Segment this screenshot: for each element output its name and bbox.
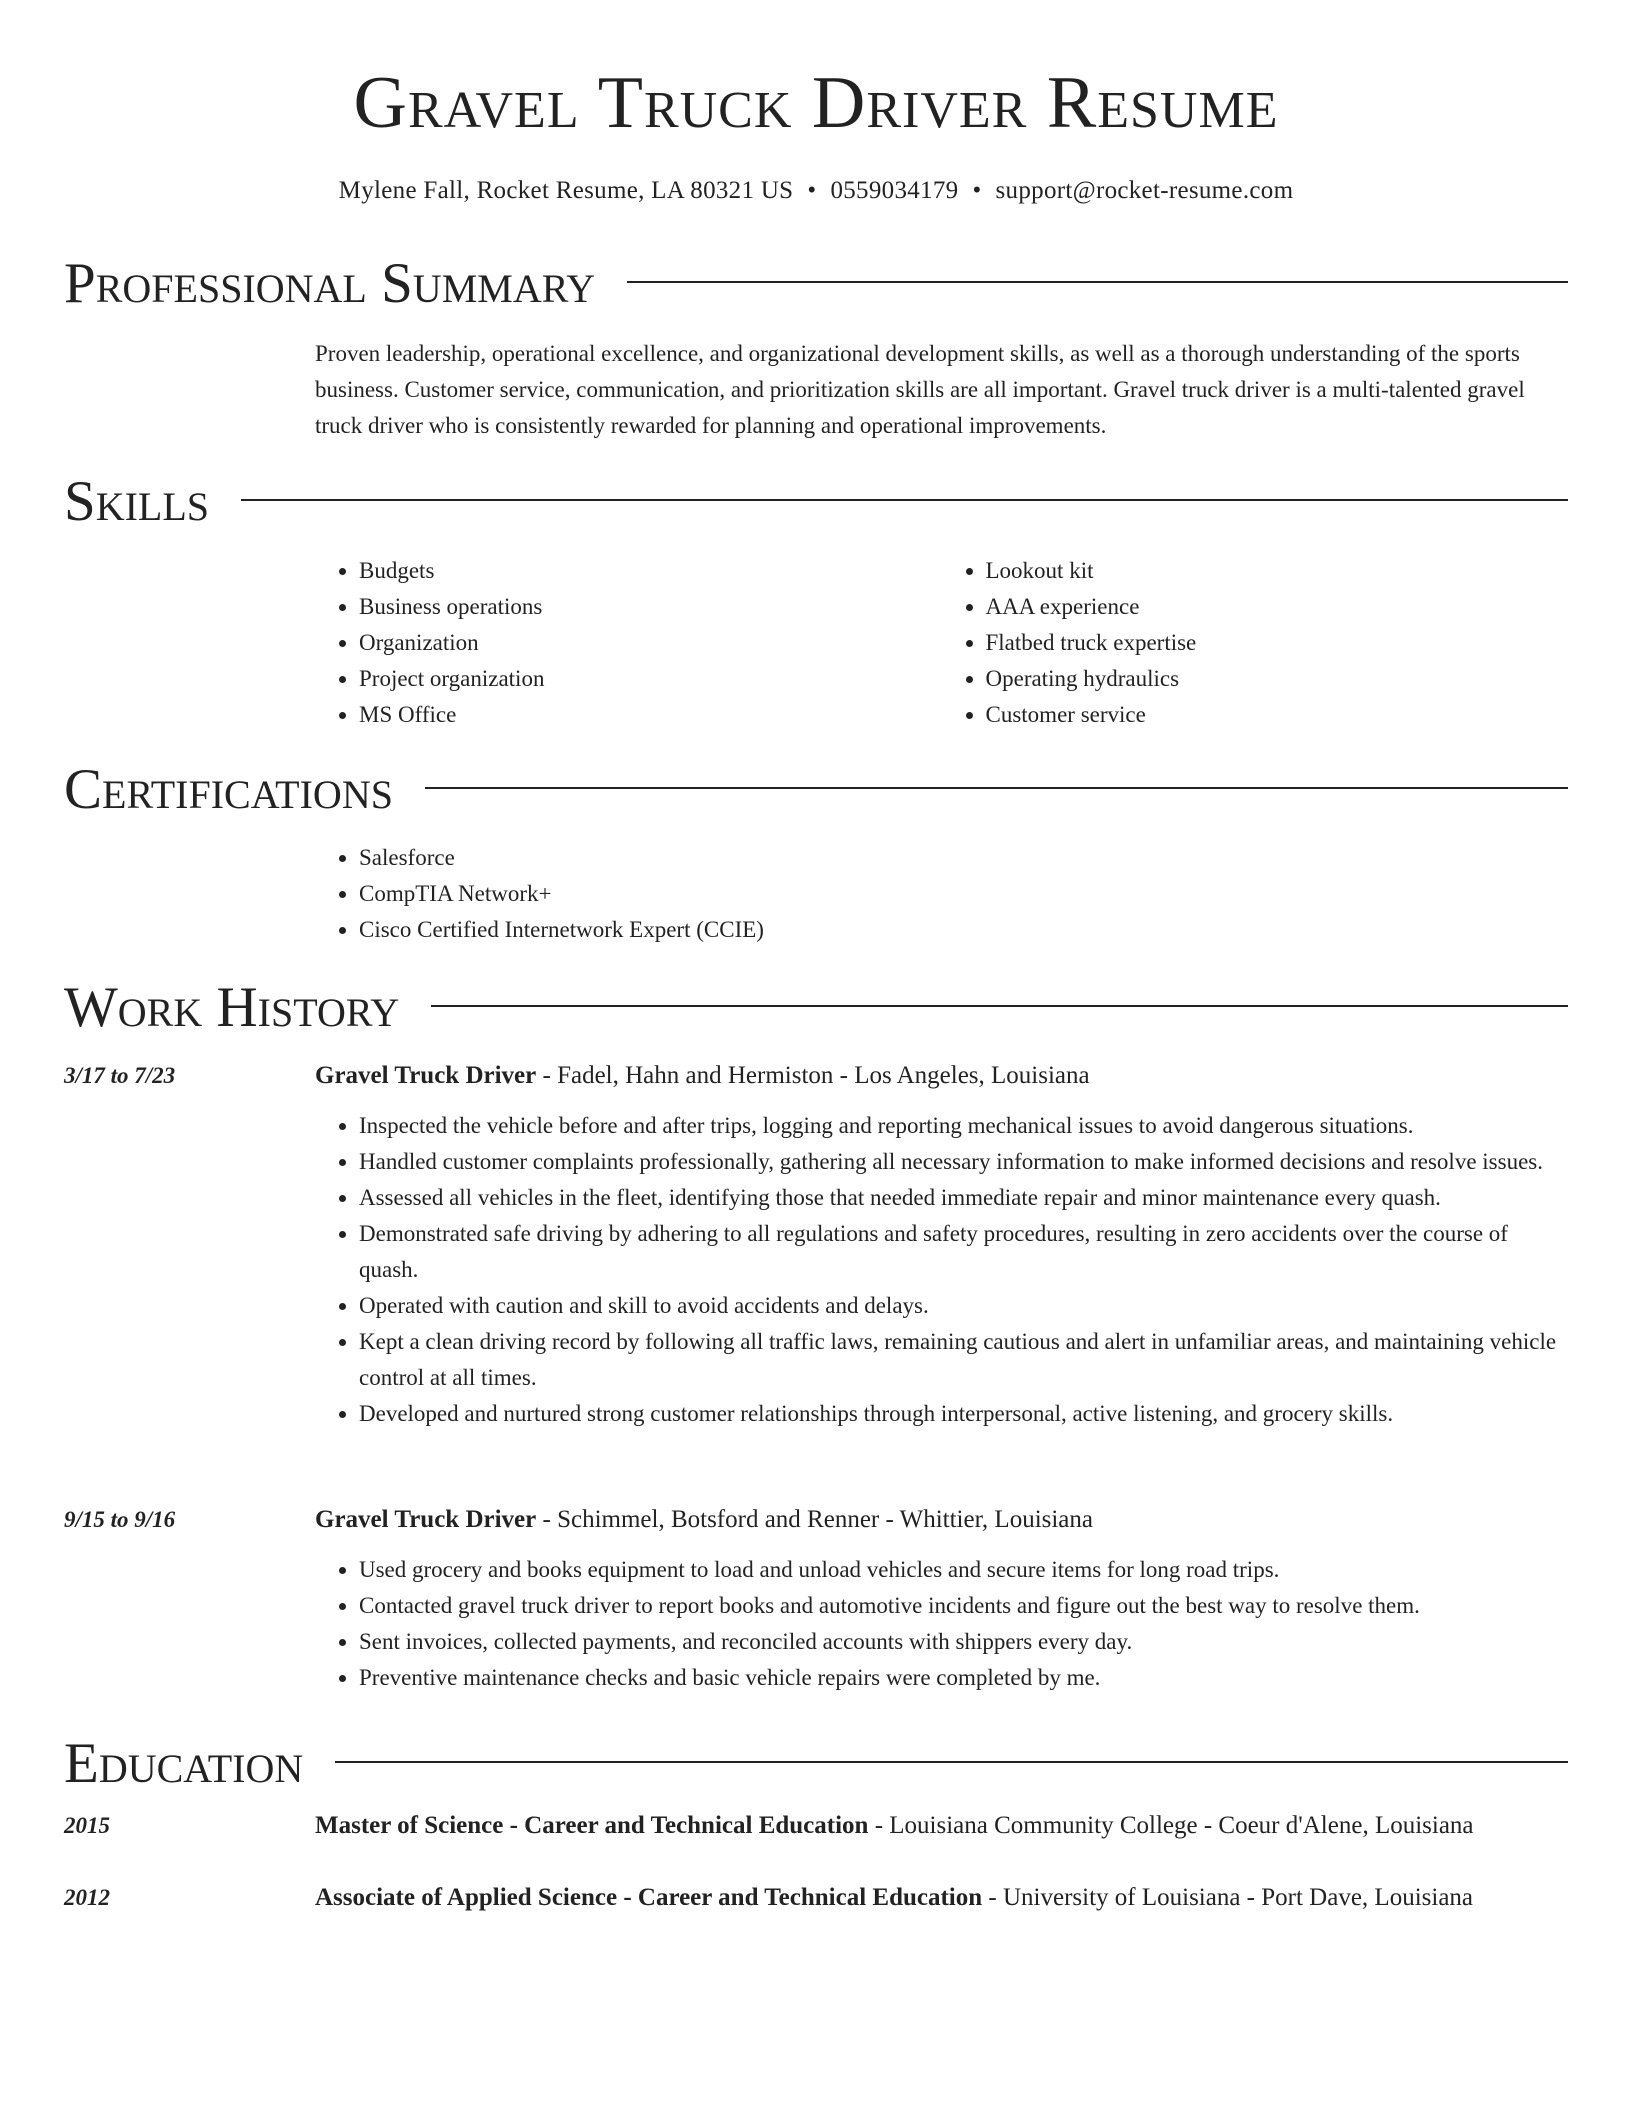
certifications-list: [315, 840, 1568, 948]
list-item: • Kept a clean driving record by following all traffic laws, remaining cautious and alert in unfamiliar areas, and maintaining vehicle control at all times.: [359, 1324, 1568, 1396]
list-item: • Handled customer complaints professionally, gathering all necessary information to make informed decisions and resolve issues.: [359, 1144, 1568, 1180]
job-dates: 3/17 to 7/23: [64, 1063, 176, 1088]
contact-line: [0, 175, 1632, 207]
list-item: • Operated with caution and skill to avoid accidents and delays.: [359, 1288, 1568, 1324]
job-employer-location: - Schimmel, Botsford and Renner - Whittier, Louisiana: [536, 1506, 1094, 1533]
education-heading: Education: [64, 1732, 304, 1795]
resume-title: Gravel Truck Driver Resume: [353, 62, 1279, 144]
job-dates: 9/15 to 9/16: [64, 1507, 176, 1532]
list-item: • Operating hydraulics: [986, 661, 1569, 697]
section-divider: [627, 281, 1568, 283]
degree-name: Associate of Applied Science - Career and Technical Education: [315, 1884, 983, 1911]
skills-columns: [315, 553, 1568, 733]
section-divider: [431, 1005, 1568, 1007]
list-item: • AAA experience: [986, 589, 1569, 625]
skills-list-right: [942, 553, 1569, 733]
list-item: • Salesforce: [359, 840, 1568, 876]
section-divider: [335, 1761, 1568, 1763]
skills-heading: Skills: [64, 470, 210, 533]
section-divider: [241, 499, 1568, 501]
contact-separator: •: [972, 177, 982, 204]
job-entry: [315, 1502, 1568, 1696]
school-location: - University of Louisiana - Port Dave, Louisiana: [982, 1884, 1474, 1911]
contact-separator: •: [807, 177, 817, 204]
work-history-section-header: [64, 976, 1568, 1040]
job-entry: [315, 1058, 1568, 1432]
list-item: • CompTIA Network+: [359, 876, 1568, 912]
education-year: 2015: [64, 1813, 110, 1838]
education-line: [315, 1880, 1568, 1916]
list-item: • Used grocery and books equipment to load and unload vehicles and secure items for long road trips.: [359, 1552, 1568, 1588]
contact-email: support@rocket-resume.com: [995, 177, 1294, 204]
job-header: [315, 1058, 1568, 1094]
list-item: • Inspected the vehicle before and after trips, logging and reporting mechanical issues to avoid dangerous situations.: [359, 1108, 1568, 1144]
list-item: • Customer service: [986, 697, 1569, 733]
job-title: Gravel Truck Driver: [315, 1062, 537, 1089]
job-duties-list: [315, 1552, 1568, 1696]
list-item: • Flatbed truck expertise: [986, 625, 1569, 661]
work-history-heading: Work History: [64, 976, 400, 1039]
list-item: • Budgets: [359, 553, 942, 589]
list-item: • Sent invoices, collected payments, and reconciled accounts with shippers every day.: [359, 1624, 1568, 1660]
contact-address: Mylene Fall, Rocket Resume, LA 80321 US: [338, 177, 794, 204]
skills-section-header: [64, 470, 1568, 534]
degree-name: Master of Science - Career and Technical Education: [315, 1812, 869, 1839]
list-item: • Cisco Certified Internetwork Expert (CCIE): [359, 912, 1568, 948]
list-item: • Organization: [359, 625, 942, 661]
list-item: • Assessed all vehicles in the fleet, identifying those that needed immediate repair and minor maintenance every quash.: [359, 1180, 1568, 1216]
certifications-content: [315, 840, 1568, 948]
summary-section-header: [64, 252, 1568, 316]
job-header: [315, 1502, 1568, 1538]
summary-text: Proven leadership, operational excellence, and organizational development skills, as well as a thorough understanding of the sports business. Customer service, communication, and prioritization skills are all important. Gravel truck driver is a multi-talented gravel truck driver who is consistently rewarded for planning and operational improvements.: [315, 341, 1525, 438]
list-item: • Lookout kit: [986, 553, 1569, 589]
list-item: • MS Office: [359, 697, 942, 733]
certifications-section-header: [64, 758, 1568, 822]
summary-heading: Professional Summary: [64, 252, 596, 315]
summary-content: [315, 336, 1568, 444]
school-location: - Louisiana Community College - Coeur d'Alene, Louisiana: [868, 1812, 1474, 1839]
list-item: • Preventive maintenance checks and basic vehicle repairs were completed by me.: [359, 1660, 1568, 1696]
skills-content: [315, 553, 1568, 733]
list-item: • Developed and nurtured strong customer relationships through interpersonal, active listening, and grocery skills.: [359, 1396, 1568, 1432]
list-item: • Project organization: [359, 661, 942, 697]
job-title: Gravel Truck Driver: [315, 1506, 537, 1533]
section-divider: [425, 787, 1568, 789]
education-year: 2012: [64, 1885, 110, 1910]
contact-phone: 0559034179: [830, 177, 959, 204]
certifications-heading: Certifications: [64, 758, 393, 821]
job-employer-location: - Fadel, Hahn and Hermiston - Los Angeles, Louisiana: [536, 1062, 1090, 1089]
education-section-header: [64, 1732, 1568, 1796]
list-item: • Contacted gravel truck driver to report books and automotive incidents and figure out the best way to resolve them.: [359, 1588, 1568, 1624]
education-entry: [315, 1808, 1568, 1844]
list-item: • Business operations: [359, 589, 942, 625]
education-entry: [315, 1880, 1568, 1916]
education-line: [315, 1808, 1568, 1844]
skills-list-left: [315, 553, 942, 733]
list-item: • Demonstrated safe driving by adhering to all regulations and safety procedures, resulting in zero accidents over the course of quash.: [359, 1216, 1568, 1288]
job-duties-list: [315, 1108, 1568, 1432]
